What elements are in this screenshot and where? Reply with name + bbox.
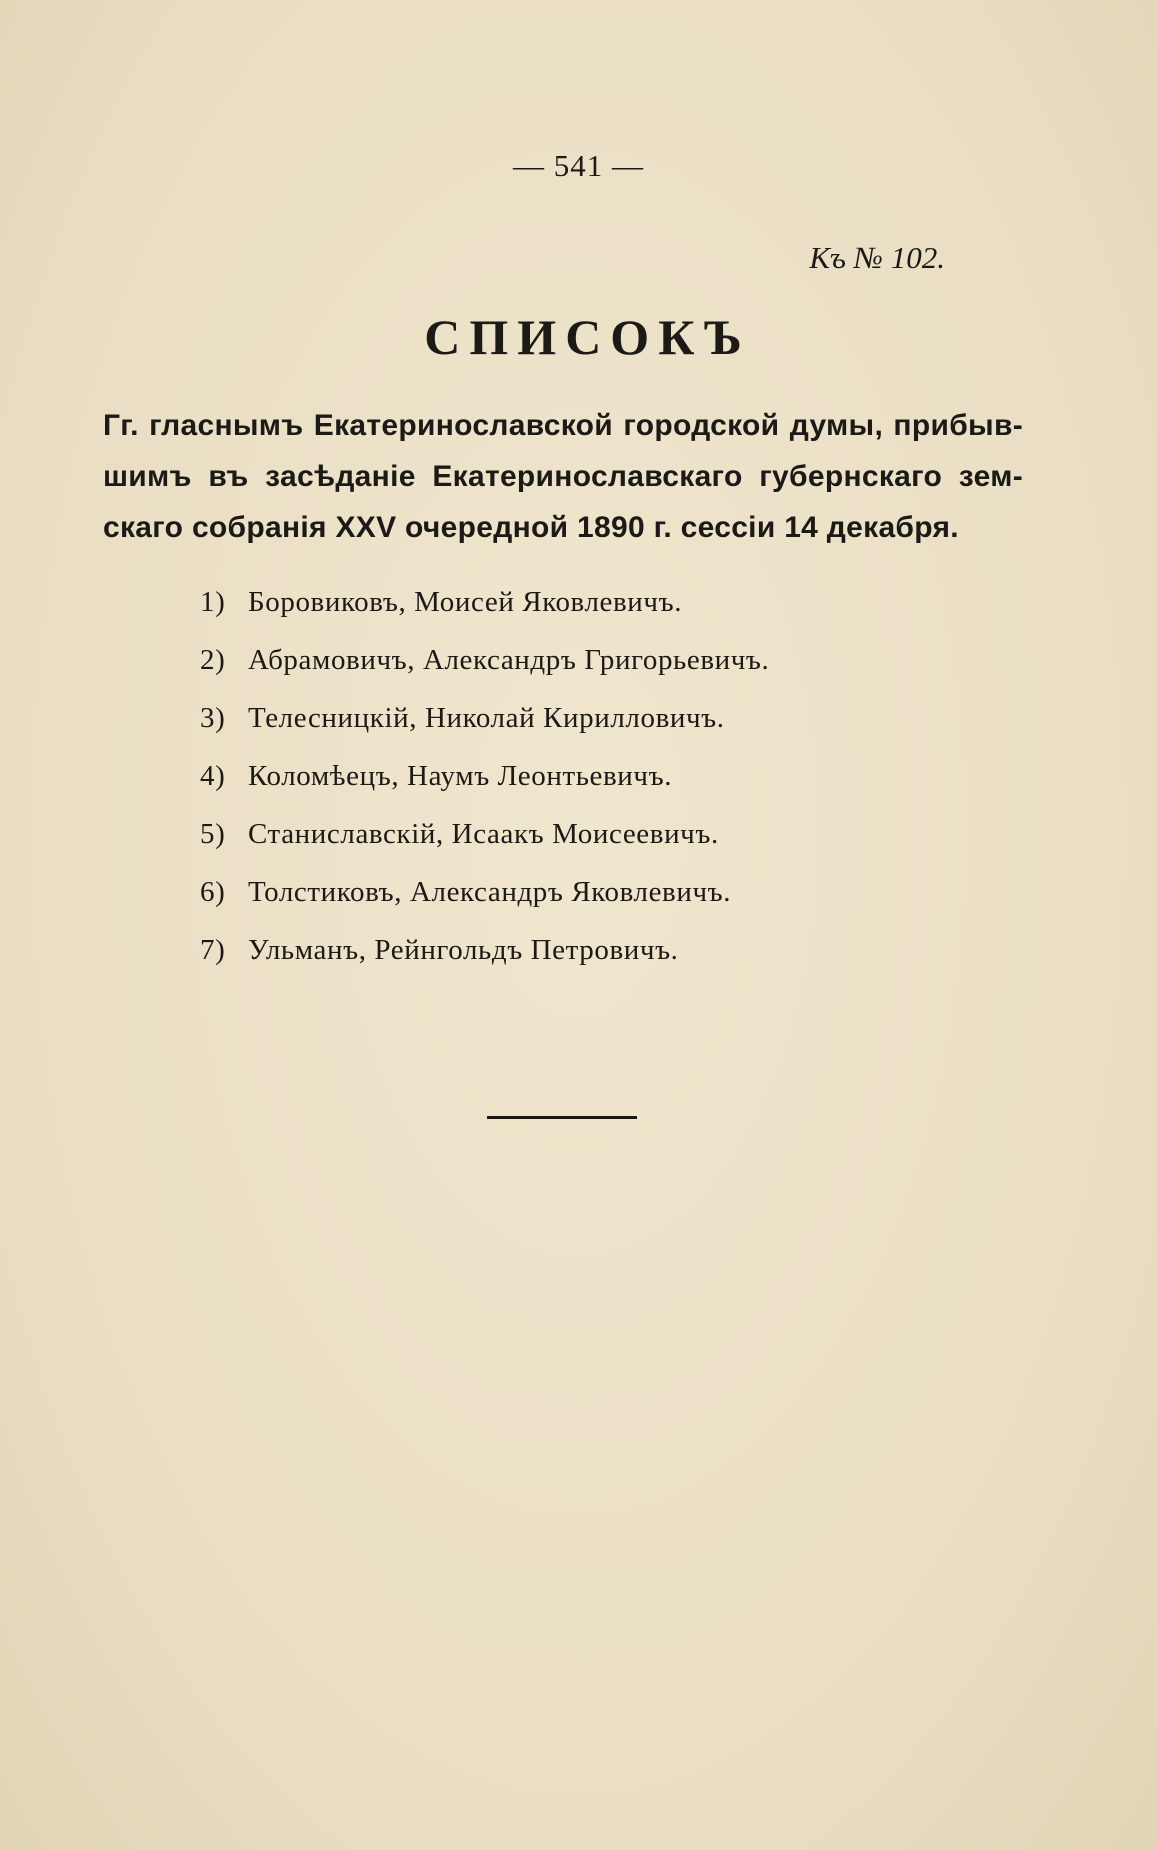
item-number: 6) [200,876,226,908]
list-item [200,752,769,810]
subtitle-line: Гг. гласнымъ Екатеринославской городской думы, прибыв- [103,409,1023,442]
member-name: Боровиковъ, Моисей Яковлевичъ. [248,586,683,618]
item-number: 1) [200,586,226,618]
list-item [200,694,769,752]
document-title: СПИСОКЪ [424,309,751,365]
item-number: 5) [200,818,226,850]
item-number: 2) [200,644,226,676]
list-item [200,810,769,868]
list-item [200,868,769,926]
member-name: Абрамовичъ, Александръ Григорьевичъ. [248,644,770,676]
list-item [200,926,769,984]
subtitle-line: скаго собранія XXV очередной 1890 г. сессіи 14 декабря. [103,511,959,544]
member-name: Толстиковъ, Александръ Яковлевичъ. [248,876,732,908]
item-number: 4) [200,760,226,792]
list-item [200,578,769,636]
member-name: Коломѣецъ, Наумъ Леонтьевичъ. [248,760,673,792]
member-name: Ульманъ, Рейнгольдъ Петровичъ. [248,934,679,966]
members-list [200,578,769,984]
member-name: Телесницкій, Николай Кирилловичъ. [248,702,725,734]
item-number: 3) [200,702,226,734]
page-number: — 541 — [513,148,644,183]
section-divider [487,1116,637,1119]
item-number: 7) [200,934,226,966]
document-subtitle [103,400,1023,553]
document-reference: Къ № 102. [809,240,945,275]
member-name: Станиславскій, Исаакъ Моисеевичъ. [248,818,719,850]
subtitle-line: шимъ въ засѣданіе Екатеринославскаго губернскаго зем- [103,460,1023,493]
list-item [200,636,769,694]
